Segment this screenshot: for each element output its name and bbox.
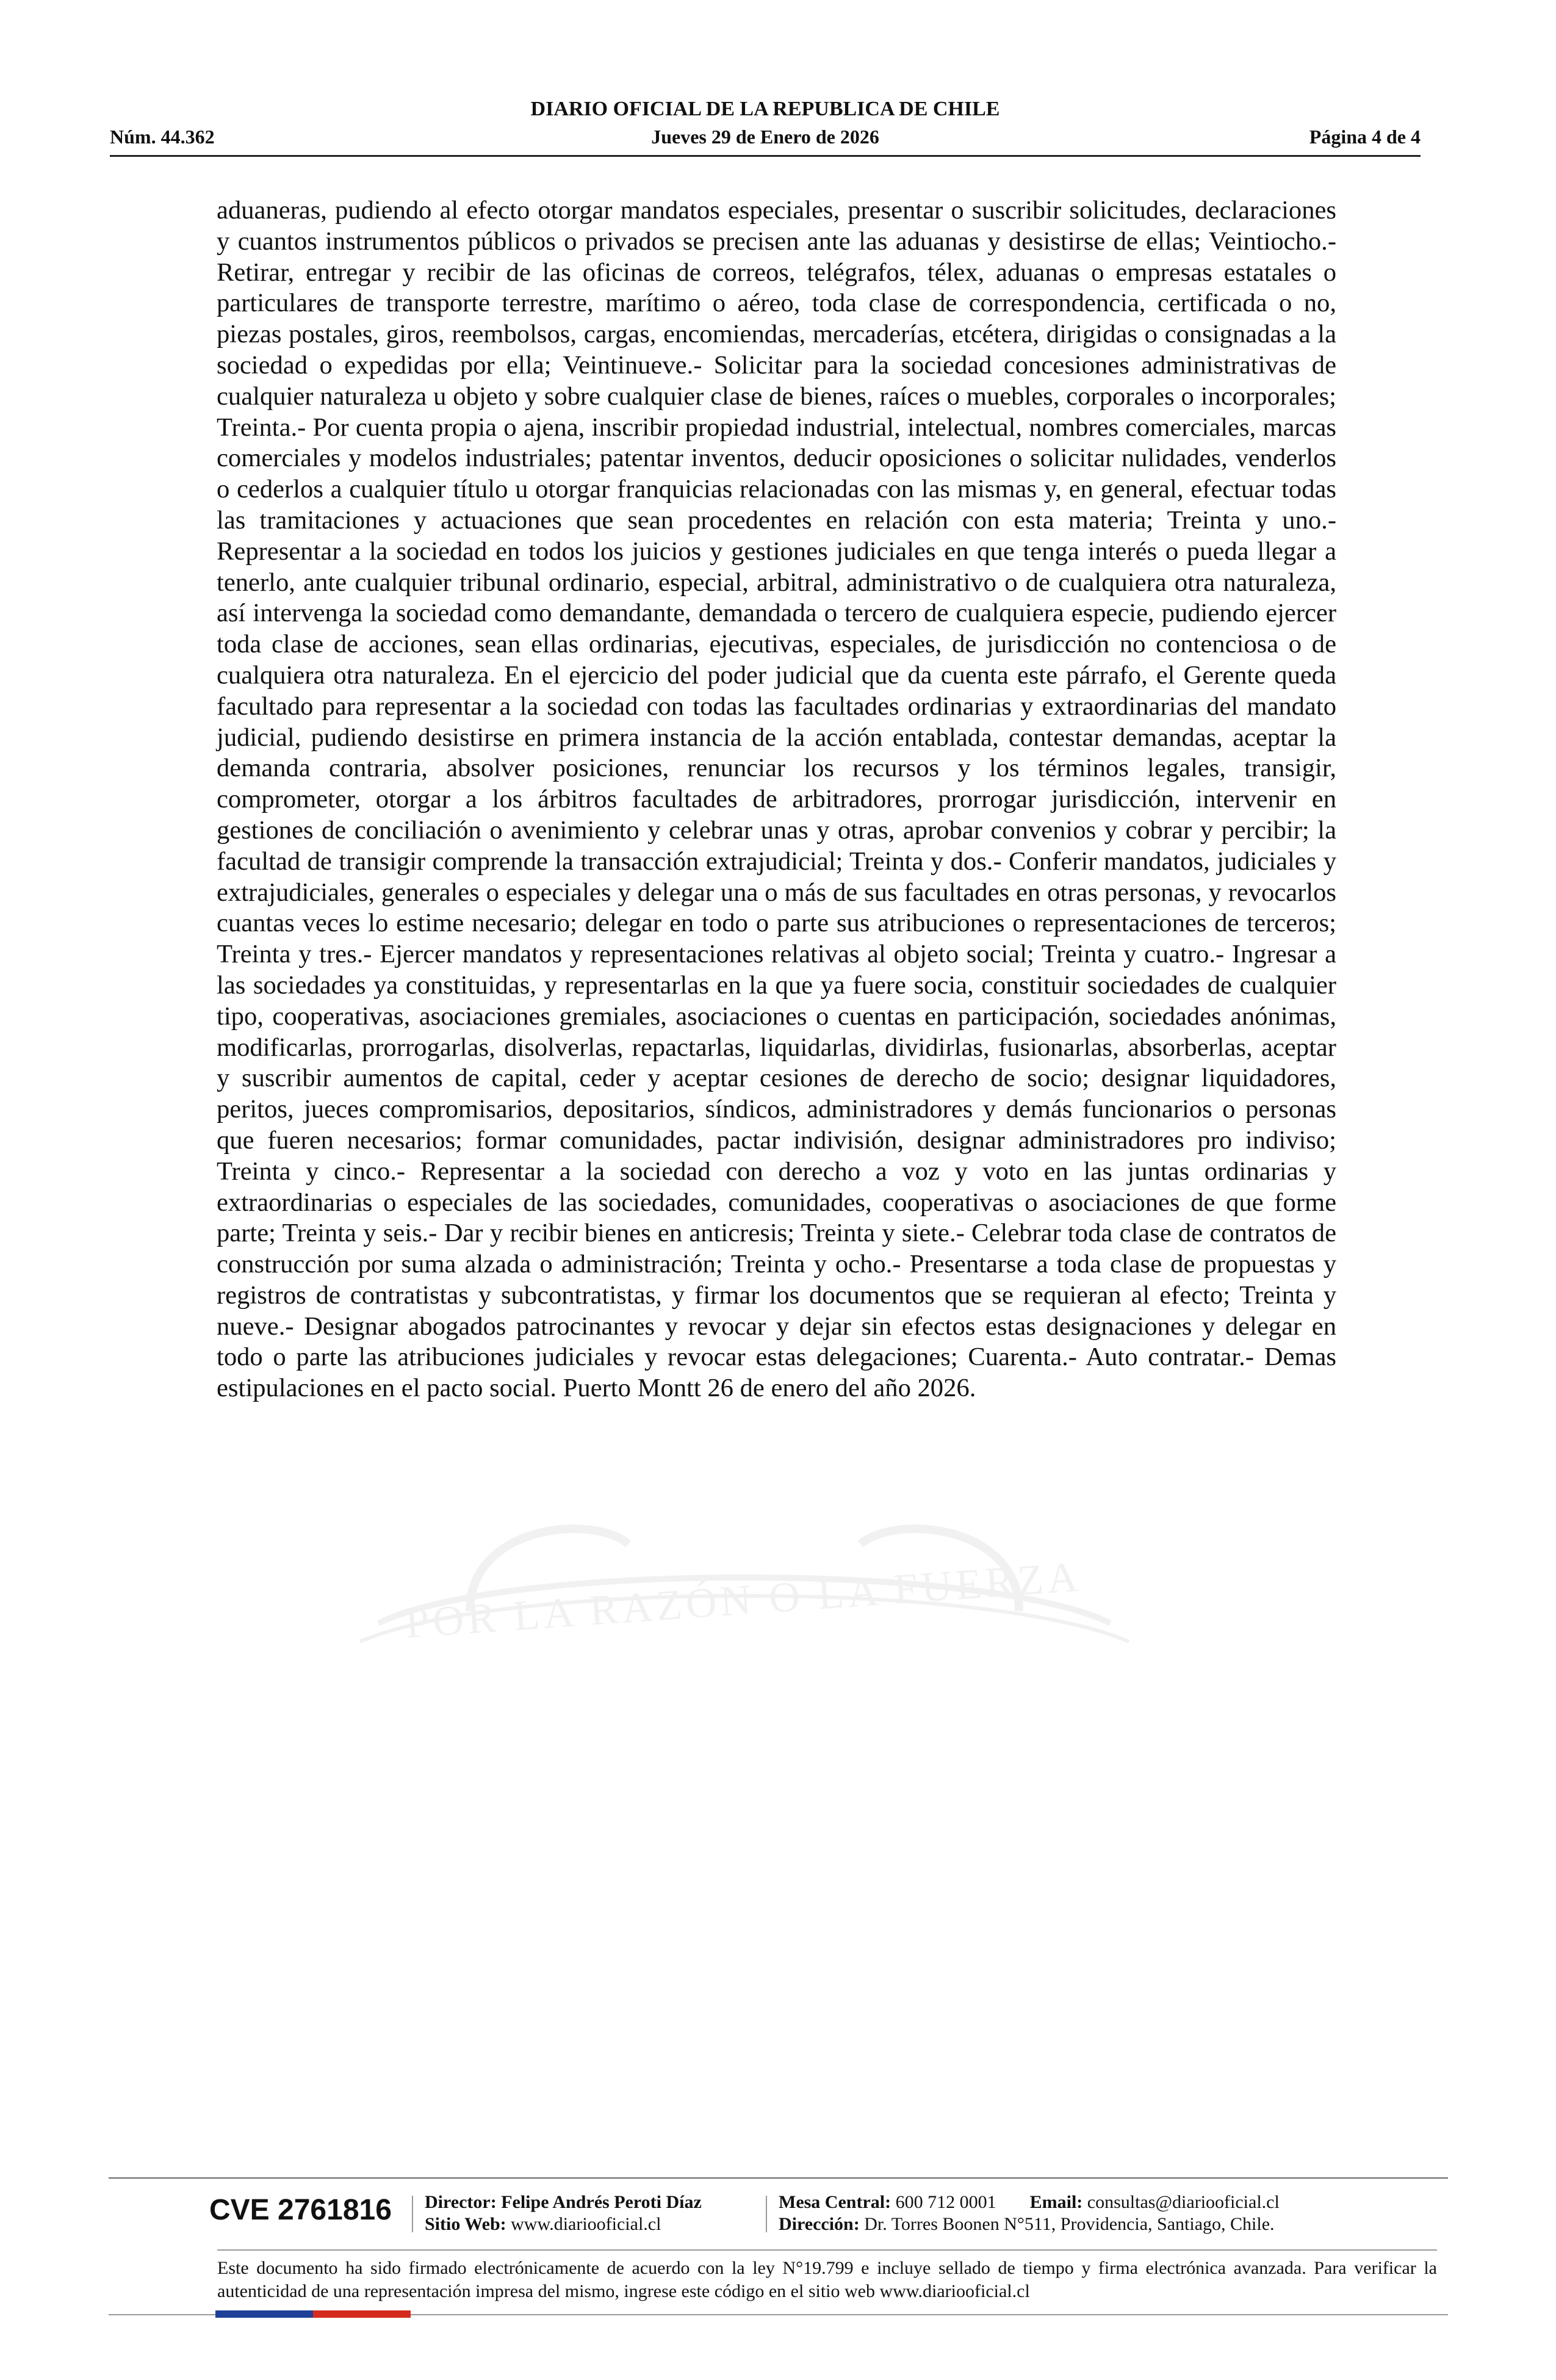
page-header [110,92,1421,159]
watermark-motto: POR LA RAZÓN O LA FUERZA [403,1553,1083,1648]
footer-rule-top [109,2177,1448,2179]
footer-divider [766,2196,767,2232]
coat-of-arms-watermark [287,1489,1202,1672]
issue-date: Jueves 29 de Enero de 2026 [651,126,879,148]
director-name: Felipe Andrés Peroti Díaz [501,2192,702,2212]
email-label: Email: [1029,2192,1083,2212]
issue-number: Núm. 44.362 [110,126,215,148]
mesa-phone: 600 712 0001 [895,2192,996,2212]
email-link[interactable]: consultas@diariooficial.cl [1087,2192,1280,2212]
publication-title: DIARIO OFICIAL DE LA REPUBLICA DE CHILE [530,98,1000,120]
contact-line [779,2192,1280,2213]
website-line [425,2214,661,2235]
director-label: Director: [425,2192,497,2212]
address-line [779,2214,1275,2235]
flag-stripe [215,2310,411,2318]
website-link[interactable]: www.diariooficial.cl [511,2214,661,2234]
website-label: Sitio Web: [425,2214,506,2234]
cve-code: CVE 2761816 [209,2194,392,2226]
address-value: Dr. Torres Boonen N°511, Providencia, Santiago, Chile. [864,2214,1275,2234]
footer-rule-mid [217,2249,1437,2251]
page-number: Página 4 de 4 [1309,126,1421,148]
director-line [425,2192,702,2213]
flag-stripe-blue [215,2310,313,2318]
legal-notice: Este documento ha sido firmado electrónicamente de acuerdo con la ley N°19.799 e incluye sellado de tiempo y firma electrónica avanzada. Para verificar la autenticidad de una representación impresa del mismo, ingrese este código en el sitio web www.diariooficial.cl [217,2258,1437,2301]
mesa-label: Mesa Central: [779,2192,891,2212]
footer-divider [412,2196,413,2232]
flag-stripe-red [313,2310,411,2318]
header-rule [110,155,1421,157]
article-body: aduaneras, pudiendo al efecto otorgar mandatos especiales, presentar o suscribir solicitudes, declaraciones y cuantos instrumentos públicos o privados se precisen ante las aduanas y desistirse de ellas; Veintiocho.- Retirar, entregar y recibir de las oficinas de correos, telégrafos, télex, aduanas o empresas estatales o particulares de transporte terrestre, marítimo o aéreo, toda clase de correspondencia, certificada o no, piezas postales, giros, reembolsos, cargas, encomiendas, mercaderías, etcétera, dirigidas o consignadas a la sociedad o expedidas por ella; Veintinueve.- Solicitar para la sociedad concesiones administrativas de cualquier naturaleza u objeto y sobre cualquier clase de bienes, raíces o muebles, corporales o incorporales; Treinta.- Por cuenta propia o ajena, inscribir propiedad industrial, intelectual, nombres comerciales, marcas comerciales y modelos industriales; patentar inventos, deducir oposiciones o solicitar nulidades, venderlos o cederlos a cualquier título u otorgar franquicias relacionadas con las mismas y, en general, efectuar todas las tramitaciones y actuaciones que sean procedentes en relación con esta materia; Treinta y uno.- Representar a la sociedad en todos los juicios y gestiones judiciales en que tenga interés o pueda llegar a tenerlo, ante cualquier tribunal ordinario, especial, arbitral, administrativo o de cualquiera otra naturaleza, así intervenga la sociedad como demandante, demandada o tercero de cualquiera especie, pudiendo ejercer toda clase de acciones, sean ellas ordinarias, ejecutivas, especiales, de jurisdicción no contenciosa o de cualquiera otra naturaleza. En el ejercicio del poder judicial que da cuenta este párrafo, el Gerente queda facultado para representar a la sociedad con todas las facultades ordinarias y extraordinarias del mandato judicial, pudiendo desistirse en primera instancia de la acción entablada, contestar demandas, aceptar la demanda contraria, absolver posiciones, renunciar los recursos y los términos legales, transigir, comprometer, otorgar a los árbitros facultades de arbitradores, prorrogar jurisdicción, intervenir en gestiones de conciliación o avenimiento y celebrar unas y otras, aprobar convenios y cobrar y percibir; la facultad de transigir comprende la transacción extrajudicial; Treinta y dos.- Conferir mandatos, judiciales y extrajudiciales, generales o especiales y delegar una o más de sus facultades en otras personas, y revocarlos cuantas veces lo estime necesario; delegar en todo o parte sus atribuciones o representaciones de terceros; Treinta y tres.- Ejercer mandatos y representaciones relativas al objeto social; Treinta y cuatro.- Ingresar a las sociedades ya constituidas, y representarlas en la que ya fuere socia, constituir sociedades de cualquier tipo, cooperativas, asociaciones gremiales, asociaciones o cuentas en participación, sociedades anónimas, modificarlas, prorrogarlas, disolverlas, repactarlas, liquidarlas, dividirlas, fusionarlas, absorberlas, aceptar y suscribir aumentos de capital, ceder y aceptar cesiones de derecho de socio; designar liquidadores, peritos, jueces compromisarios, depositarios, síndicos, administradores y demás funcionarios o personas que fueren necesarios; formar comunidades, pactar indivisión, designar administradores pro indiviso; Treinta y cinco.- Representar a la sociedad con derecho a voz y voto en las juntas ordinarias y extraordinarias o especiales de las sociedades, comunidades, cooperativas o asociaciones de que forme parte; Treinta y seis.- Dar y recibir bienes en anticresis; Treinta y siete.- Celebrar toda clase de contratos de construcción por suma alzada o administración; Treinta y ocho.- Presentarse a toda clase de propuestas y registros de contratistas y subcontratistas, y firmar los documentos que se requieran al efecto; Treinta y nueve.- Designar abogados patrocinantes y revocar y dejar sin efectos estas designaciones y delegar en todo o parte las atribuciones judiciales y revocar estas delegaciones; Cuarenta.- Auto contratar.- Demas estipulaciones en el pacto social. Puerto Montt 26 de enero del año 2026. [217,196,1336,1403]
address-label: Dirección: [779,2214,860,2234]
